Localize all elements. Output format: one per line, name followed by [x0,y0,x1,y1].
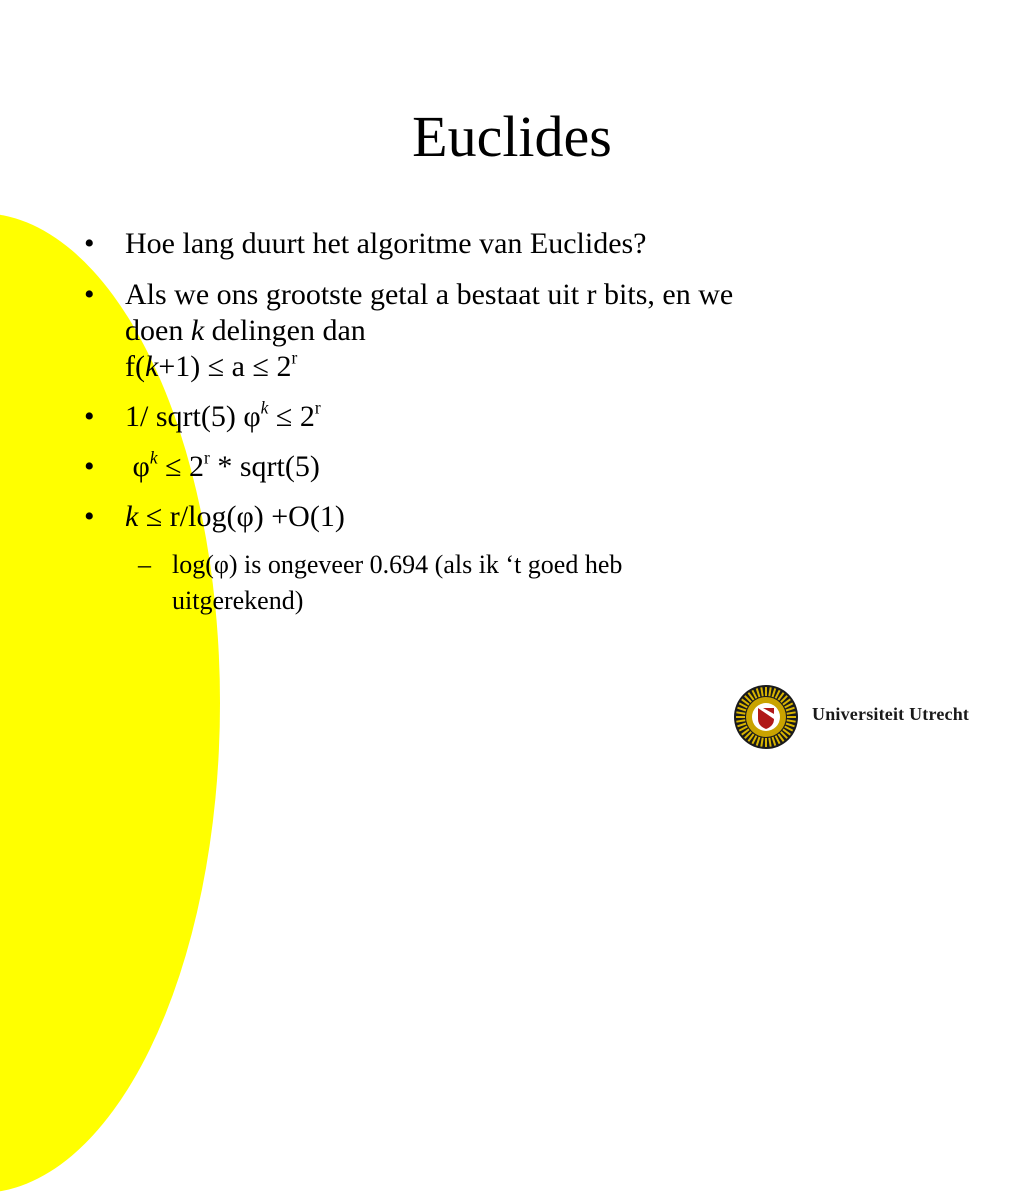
formula-text: ≤ 2 [157,450,205,483]
seal-ray [736,720,745,721]
seal-ray [769,738,770,747]
seal-ray [761,738,762,747]
bullet-line [125,277,964,313]
slide-title: Euclides [412,104,612,169]
variable-k: k [144,350,159,383]
bullet-list [84,226,964,619]
bullet-symbol: • [84,278,95,311]
bullet-text: Als we ons grootste getal a bestaat uit r bits, en we [125,278,734,311]
exponent-r: r [204,447,210,468]
formula-text: +1) ≤ a ≤ 2 [158,350,292,383]
variable-k: k [125,500,139,533]
seal-ray [769,687,770,696]
bullet-item-4 [84,449,964,485]
formula-text: f( [125,350,145,383]
bullet-symbol: • [84,450,95,483]
formula-line [125,349,964,385]
exponent-r: r [314,397,321,418]
bullet-item-5 [84,499,964,535]
bullet-text: delingen dan [204,314,366,347]
formula-text: 1/ sqrt(5) φ [125,400,261,433]
exponent-r: r [291,347,298,368]
bullet-item-2 [84,277,964,385]
bullet-symbol: • [84,400,95,433]
bullet-text: doen [125,314,191,347]
bullet-text: Hoe lang duurt het algoritme van Euclides? [125,227,647,260]
sub-bullet-line: uitgerekend) [172,586,304,615]
seal-ray [787,720,796,721]
variable-k: k [190,314,205,347]
sub-bullet-line: log(φ) is ongeveer 0.694 (als ik ‘t goed heb [172,550,623,579]
seal-ray [761,687,762,696]
formula-text: ≤ r/log(φ) +O(1) [138,500,345,533]
bullet-line [125,313,964,349]
sub-bullet-dash: – [138,550,151,579]
bullet-symbol: • [84,500,95,533]
formula-text: ≤ 2 [268,400,315,433]
bullet-symbol: • [84,227,95,260]
utrecht-seal-icon [732,684,800,750]
university-logo [732,684,992,750]
bullet-item-1 [84,226,964,262]
exponent-k: k [149,447,158,468]
sub-bullet-item [84,547,964,619]
bullet-item-3 [84,399,964,435]
exponent-k: k [260,397,269,418]
formula-text: * sqrt(5) [209,450,320,483]
logo-text: Universiteit Utrecht [812,704,970,724]
seal-ray [736,712,745,713]
seal-ray [787,712,796,713]
formula-text: φ [125,450,150,483]
